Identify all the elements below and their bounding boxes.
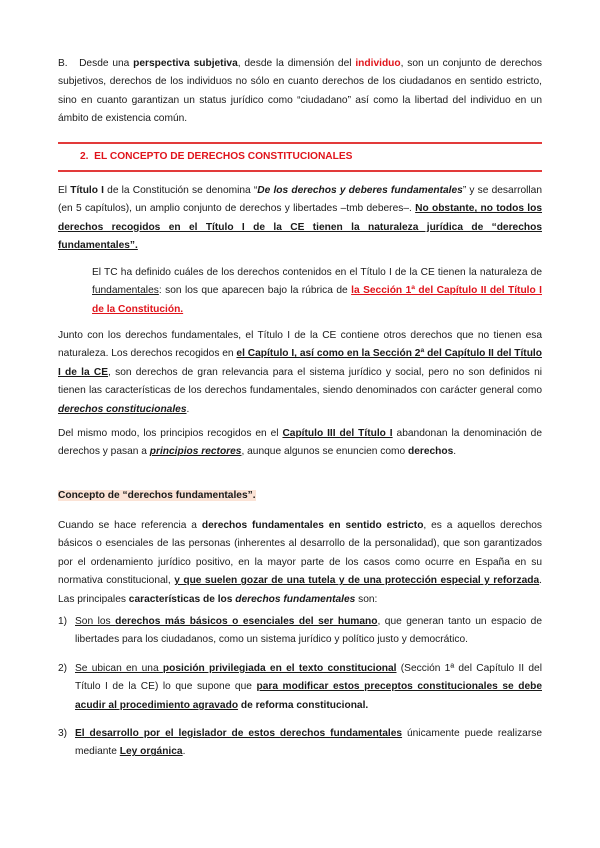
principles-paragraph: Del mismo modo, los principios recogidos en el Capítulo III del Título I abandonan la denominación de derechos y pasan a principios rectores, aunque algunos se enuncien como derechos. [58, 428, 542, 458]
list-item-text: Se ubican en una posición privilegiada en el texto constitucional (Sección 1ª del Capítulo II del Título I de la CE) lo que supone que para modificar estos preceptos constitucionales se debe acudir al procedimiento agravado de reforma constitucional. [75, 663, 542, 711]
list-item-number: 1) [58, 616, 68, 627]
item-b-marker: B. [58, 58, 68, 69]
other-rights-paragraph: Junto con los derechos fundamentales, el Título I de la CE contiene otros derechos que no tienen esa naturaleza. Los derechos recogidos en el Capítulo I, así como en la Sección 2ª del Capítulo II del Título I de la CE, son derechos de gran relevancia para el sistema jurídico y social, pero no son definidos ni tienen las características de los derechos fundamentales, siendo denominados con carácter general como derechos constitucionales. [58, 330, 543, 415]
list-item-number: 2) [58, 663, 68, 674]
list-item-text: El desarrollo por el legislador de estos derechos fundamentales únicamente puede realizarse mediante Ley orgánica. [75, 728, 542, 758]
list-item-number: 3) [58, 728, 68, 739]
titulo-i-paragraph: El Título I de la Constitución se denomina “De los derechos y deberes fundamentales” y se desarrollan (en 5 capítulos), un amplio conjunto de derechos y libertades –tmb deberes–. No obstante, no todos los derechos recogidos en el Título I de la CE tienen la naturaleza jurídica de “derechos fundamentales”. [58, 185, 543, 252]
strict-sense-paragraph: Cuando se hace referencia a derechos fundamentales en sentido estricto, es a aquellos derechos básicos o esenciales de las personas (inherentes al desarrollo de la personalidad), que son garantizados por el ordenamiento jurídico positivo, en la mayor parte de los casos como ocurre en España en su normativa constitucional, y que suelen gozar de una tutela y de una protección especial y reforzada. Las principales características de los derechos fundamentales son: [58, 520, 543, 605]
section-heading: 2. EL CONCEPTO DE DERECHOS CONSTITUCIONALES [80, 151, 353, 162]
tc-quote-paragraph: El TC ha definido cuáles de los derechos contenidos en el Título I de la CE tienen la naturaleza de fundamentales: son los que aparecen bajo la rúbrica de la Sección 1ª del Capítulo II del Título I de la Constitución. [92, 267, 542, 315]
section-divider-bottom [58, 170, 542, 172]
fundamental-rights-heading: Concepto de “derechos fundamentales”. [58, 490, 256, 501]
section-divider-top [58, 142, 542, 144]
item-b-paragraph: B. Desde una perspectiva subjetiva, desde la dimensión del individuo, son un conjunto de derechos subjetivos, derechos de los individuos no sólo en cuanto derechos de los ciudadanos en sentido estricto, sino en cuanto garantizan un status jurídico como “ciudadano” así como la libertad del individuo en un ámbito de existencia común. [58, 58, 543, 125]
list-item-text: Son los derechos más básicos o esenciales del ser humano, que generan tanto un espacio de libertades para los ciudadanos, como un sistema jurídico y político justo y democrático. [75, 616, 542, 646]
